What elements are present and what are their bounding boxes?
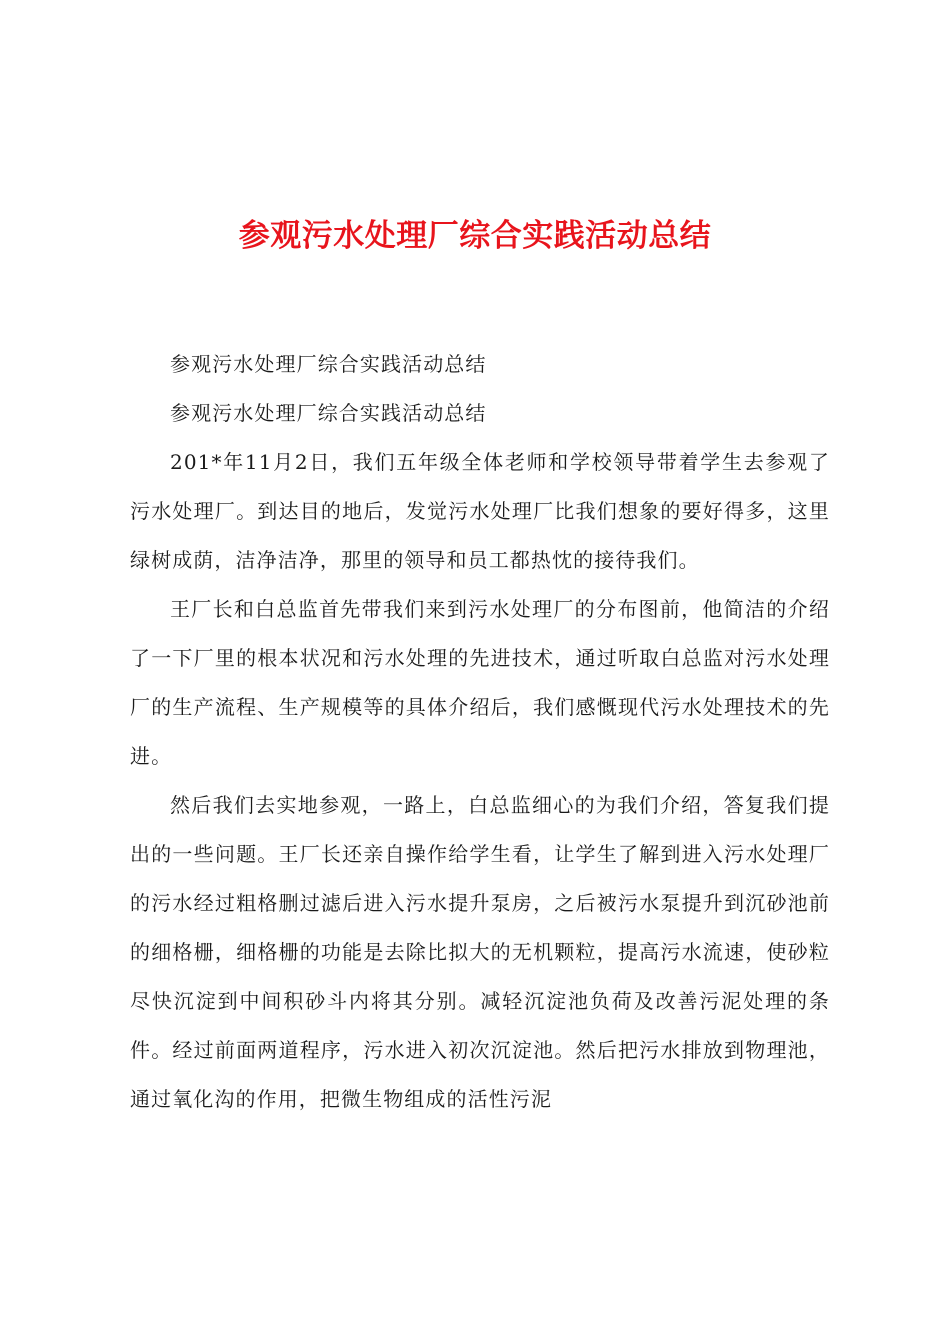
document-body xyxy=(130,340,830,1124)
subtitle-line-2: 参观污水处理厂综合实践活动总结 xyxy=(170,401,487,425)
paragraph-intro: 201*年11月2日，我们五年级全体老师和学校领导带着学生去参观了污水处理厂。到达目的地后，发觉污水处理厂比我们想象的要好得多，这里绿树成荫，洁净洁净，那里的领导和员工都热忱的接待我们。 xyxy=(130,450,830,572)
paragraph-site-visit: 然后我们去实地参观，一路上，白总监细心的为我们介绍，答复我们提出的一些问题。王厂长还亲自操作给学生看，让学生了解到进入污水处理厂的污水经过粗格删过滤后进入污水提升泵房，之后被污水泵提升到沉砂池前的细格栅，细格栅的功能是去除比拟大的无机颗粒，提高污水流速，使砂粒尽快沉淀到中间积砂斗内将其分别。减轻沉淀池负荷及改善污泥处理的条件。经过前面两道程序，污水进入初次沉淀池。然后把污水排放到物理池，通过氧化沟的作用，把微生物组成的活性污泥 xyxy=(130,793,830,1111)
paragraph-overview: 王厂长和白总监首先带我们来到污水处理厂的分布图前，他简洁的介绍了一下厂里的根本状况和污水处理的先进技术，通过听取白总监对污水处理厂的生产流程、生产规模等的具体介绍后，我们感慨现代污水处理技术的先进。 xyxy=(130,597,830,768)
subtitle-line-1: 参观污水处理厂综合实践活动总结 xyxy=(170,352,487,376)
document-title: 参观污水处理厂综合实践活动总结 xyxy=(238,218,712,254)
